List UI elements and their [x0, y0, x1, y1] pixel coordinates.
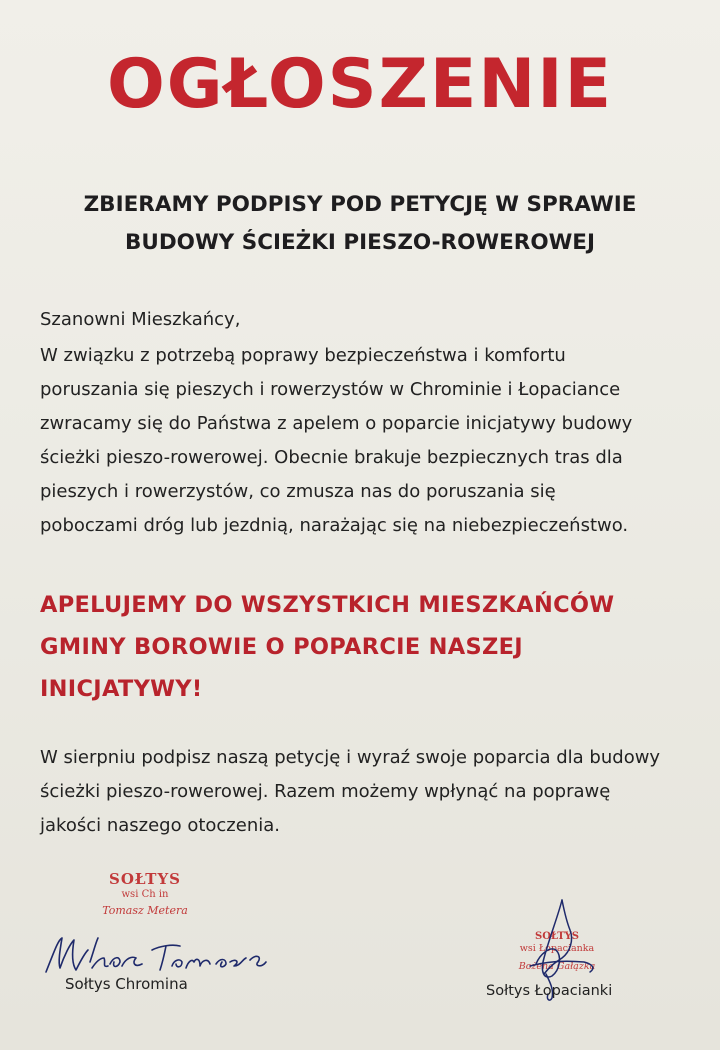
greeting: Szanowni Mieszkańcy, [40, 309, 241, 330]
paragraph-line: zwracamy się do Państwa z apelem o poparcie inicjatywy budowy [40, 413, 633, 434]
paragraph-line: ścieżki pieszo-rowerowej. Obecnie brakuje bezpiecznych tras dla [40, 447, 623, 468]
appeal-line: APELUJEMY DO WSZYSTKICH MIESZKAŃCÓW [40, 592, 615, 618]
stamp-title: SOŁTYS [534, 931, 580, 942]
paragraph-line: poruszania się pieszych i rowerzystów w Chrominie i Łopaciance [40, 379, 621, 400]
appeal-line: INICJATYWY! [40, 676, 203, 702]
role-soltys-chromina: Sołtys Chromina [65, 975, 188, 993]
stamp-village: wsi Łopacianka [519, 943, 595, 954]
subtitle-line: BUDOWY ŚCIEŻKI PIESZO-ROWEROWEJ [124, 230, 595, 255]
notice-subtitle [20, 186, 700, 262]
role-soltys-lopacianki: Sołtys Łopacianki [486, 983, 613, 999]
notice-title: OGŁOSZENIE [106, 45, 614, 124]
paragraph-line: ścieżki pieszo-rowerowej. Razem możemy wpłynąć na poprawę [40, 781, 611, 802]
paragraph-intro [40, 339, 690, 543]
stamp-name: Tomasz Metera [102, 904, 188, 917]
subtitle-line: ZBIERAMY PODPISY POD PETYCJĘ W SPRAWIE [83, 192, 637, 217]
appeal-heading [40, 584, 700, 710]
paragraph-line: W sierpniu podpisz naszą petycję i wyraź swoje poparcia dla budowy [40, 747, 661, 768]
stamp-title: SOŁTYS [108, 870, 182, 888]
paragraph-line: W związku z potrzebą poprawy bezpieczeństwa i komfortu [40, 345, 566, 366]
stamp-soltys-chromin [60, 870, 230, 917]
paragraph-line: jakości naszego otoczenia. [40, 815, 280, 836]
handwritten-signature-left [40, 932, 270, 980]
paragraph-call-to-action [40, 741, 690, 843]
paragraph-line: pieszych i rowerzystów, co zmusza nas do poruszania się [40, 481, 556, 502]
appeal-line: GMINY BOROWIE O POPARCIE NASZEJ [40, 634, 523, 660]
stamp-name: Bożena Gałązka [518, 961, 596, 972]
paragraph-line: poboczami dróg lub jezdnią, narażając się na niebezpieczeństwo. [40, 515, 629, 536]
stamp-village: wsi Ch in [121, 889, 169, 900]
